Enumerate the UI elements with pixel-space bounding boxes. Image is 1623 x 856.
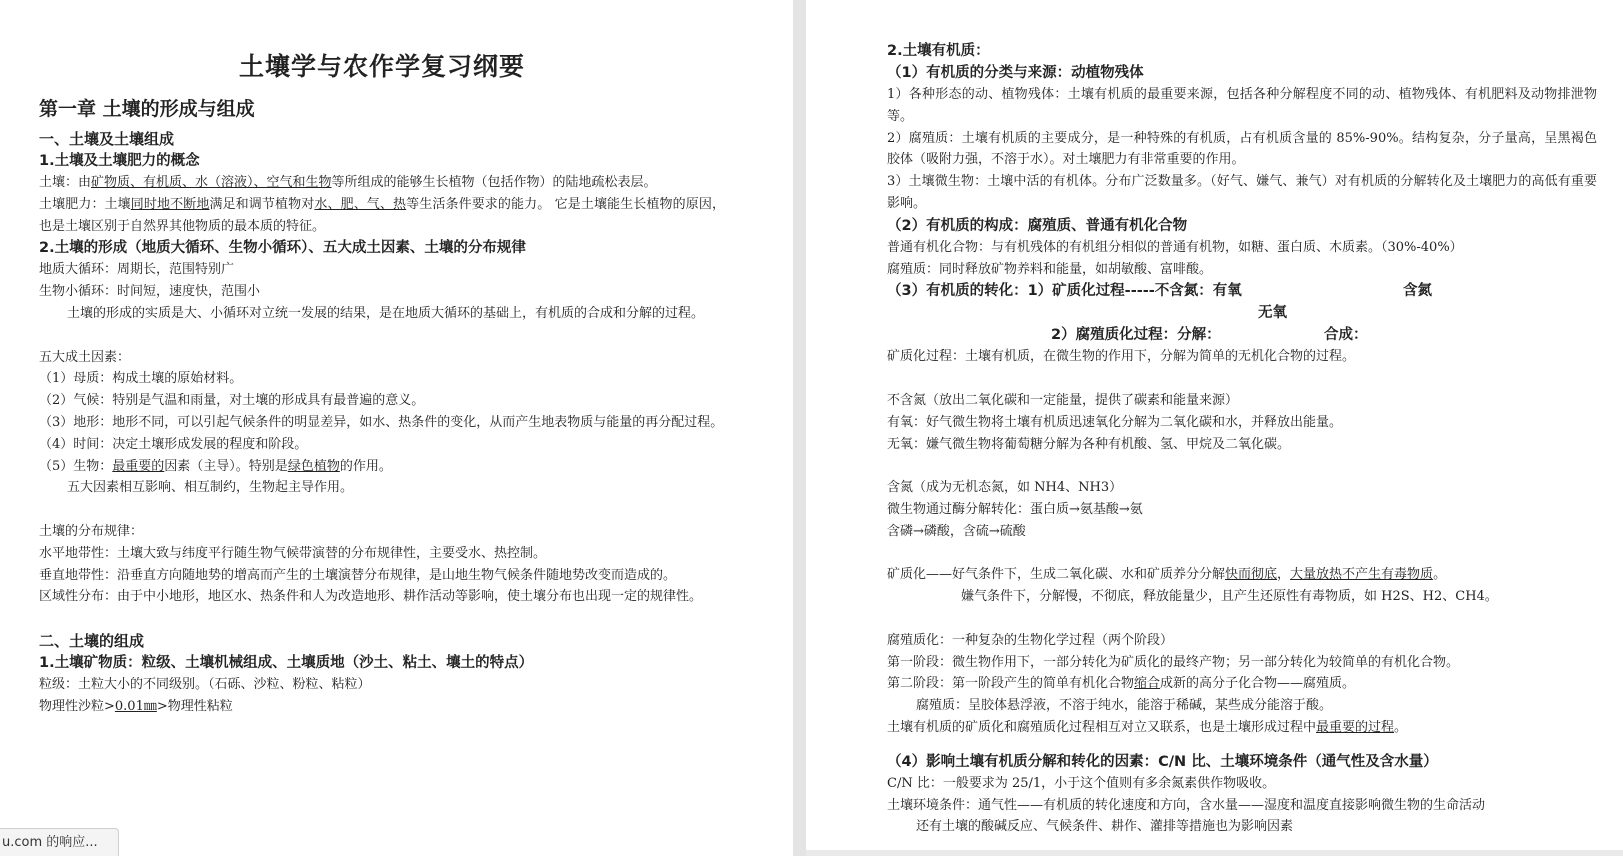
underlined-text: 缩合 [1134, 676, 1161, 692]
underlined-text: 最重要的 [112, 458, 165, 474]
paragraph: 1）各种形态的动、植物残体：土壤有机质的最重要来源，包括各种分解程度不同的动、植物残体、有机肥料及动物排泄物等。 [887, 87, 1597, 124]
section-heading: 二、土壤的组成 [39, 631, 145, 650]
underlined-text: 矿物质、有机质、水（溶液）、空气和生物 [91, 175, 332, 190]
text: （5）生物： [39, 458, 113, 474]
text: 土壤：由 [39, 175, 92, 190]
paragraph: 微生物通过酶分解转化：蛋白质→氨基酸→氨 [887, 501, 1143, 517]
document-page-left [0, 0, 793, 856]
text: 第二阶段：第一阶段产生的简单有机化合物 [887, 676, 1135, 692]
heading-text: 无氧 [1258, 305, 1287, 322]
text: 。 [1433, 567, 1447, 583]
text: 等生活条件要求的能力。 它是土壤能生长植物的原因，也是土壤区别于自然界其他物质的最本质的特征。 [39, 196, 725, 234]
paragraph: 还有土壤的酸碱反应、气候条件、耕作、灌排等措施也为影响因素 [916, 819, 1294, 835]
list-item: （1）母质：构成土壤的原始材料。 [39, 371, 243, 387]
subsection-heading: （1）有机质的分类与来源：动植物残体 [887, 65, 1144, 81]
paragraph: 土壤的形成的实质是大、小循环对立统一发展的结果，是在地质大循环的基础上，有机质的合成和分解的过程。 [67, 305, 705, 321]
paragraph: 水平地带性：土壤大致与纬度平行随生物气候带演替的分布规律性，主要受水、热控制。 [39, 545, 547, 561]
paragraph: 含磷→磷酸，含硫→硫酸 [887, 523, 1026, 539]
list-item [39, 456, 725, 478]
text: 因素（主导）。特别是 [164, 458, 288, 474]
paragraph: 有氧：好气微生物将土壤有机质迅速氧化分解为二氧化碳和水，并释放出能量。 [887, 414, 1343, 430]
paragraph: 粒级：土粒大小的不同级别。（石砾、沙粒、粉粒、粘粒） [39, 676, 371, 692]
heading-text: 2）腐殖质化过程：分解： [1051, 327, 1221, 344]
underlined-text: 绿色植物 [287, 458, 340, 474]
paragraph: 生物小循环：时间短，速度快，范围小 [39, 284, 261, 300]
page-bottom-edge [806, 850, 1623, 856]
paragraph: 含氮（成为无机态氮，如 NH4、NH3） [887, 480, 1123, 496]
paragraph [887, 564, 1597, 586]
paragraph [887, 717, 1597, 739]
blank-line [887, 368, 1597, 390]
blank-line [39, 608, 725, 630]
paragraph: 腐殖质：同时释放矿物养料和能量，如胡敏酸、富啡酸。 [887, 261, 1213, 277]
underlined-text: 快而彻底 [1225, 567, 1278, 583]
underlined-text: 最重要的过程 [1316, 719, 1395, 735]
section-heading: 2.土壤有机质： [887, 43, 990, 59]
paragraph: 第一阶段：微生物作用下，一部分转化为矿质化的最终产物；另一部分转化为较简单的有机化合物。 [887, 654, 1460, 670]
paragraph: 2）腐殖质：土壤有机质的主要成分，是一种特殊的有机质，占有机质含量的 85%-90%。结构复杂，分子量高，呈黑褐色胶体（吸附力强，不溶于水）。对土壤肥力有非常重要的作用。 [887, 130, 1597, 168]
text: 的作用。 [339, 458, 392, 474]
paragraph: 垂直地带性：沿垂直方向随地势的增高而产生的土壤演替分布规律，是山地生物气候条件随地势改变而造成的。 [39, 567, 677, 583]
paragraph: C/N 比：一般要求为 25/1，小于这个值则有多余氮素供作物吸收。 [887, 775, 1276, 791]
underlined-text: 大量放热不产生有毒物质 [1290, 567, 1434, 583]
underlined-text: 0.01㎜ [114, 698, 157, 714]
paragraph: 地质大循环：周期长，范围特别广 [39, 262, 235, 278]
text: 土壤肥力：土壤 [39, 196, 131, 212]
subsection-heading: 2.土壤的形成（地质大循环、生物小循环）、五大成土因素、土壤的分布规律 [39, 240, 526, 257]
heading-text: 合成： [1324, 327, 1368, 344]
heading-text: 含氮 [1403, 283, 1432, 300]
blank-line [887, 455, 1597, 477]
blank-line [39, 499, 725, 521]
document-title: 土壤学与农作学复习纲要 [238, 52, 525, 81]
paragraph: 普通有机化合物：与有机残体的有机组分相似的普通有机物，如糖、蛋白质、木质素。（30%-40%） [887, 239, 1463, 255]
browser-status-bar: u.com 的响应... [0, 828, 119, 856]
heading-text: （3）有机质的转化：1）矿质化过程-----不含氮：有氧 [887, 283, 1242, 300]
text: ， [1277, 567, 1291, 583]
text: 等所组成的能够生长植物（包括作物）的陆地疏松表层。 [331, 175, 657, 190]
subsection-heading-continued [887, 324, 1597, 346]
document-page-right [806, 0, 1623, 856]
text: 物理性沙粒> [39, 698, 115, 714]
list-item: （4）时间：决定土壤形成发展的程度和阶段。 [39, 436, 308, 452]
text: 满足和调节植物对 [209, 196, 315, 212]
paragraph [39, 696, 725, 718]
paragraph: 土壤环境条件：通气性——有机质的转化速度和方向，含水量——湿度和温度直接影响微生物的生命活动 [887, 797, 1486, 813]
text: >物理性粘粒 [156, 698, 233, 714]
paragraph: 不含氮（放出二氧化碳和一定能量，提供了碳素和能量来源） [887, 392, 1239, 408]
spacer [887, 739, 1597, 751]
list-item: （2）气候：特别是气温和雨量，对土壤的形成具有最普遍的意义。 [39, 393, 425, 409]
paragraph: 五大因素相互影响、相互制约，生物起主导作用。 [67, 480, 354, 496]
page-gutter [793, 0, 806, 856]
subsection-heading: 1.土壤矿物质：粒级、土壤机械组成、土壤质地（沙土、粘土、壤土的特点） [39, 654, 534, 671]
subsection-heading: （4）影响土壤有机质分解和转化的因素：C/N 比、土壤环境条件（通气性及含水量） [887, 753, 1438, 770]
paragraph: 腐殖质：呈胶体悬浮液，不溶于纯水，能溶于稀碱，某些成分能溶于酸。 [916, 698, 1333, 714]
subsection-heading: 1.土壤及土壤肥力的概念 [39, 153, 200, 169]
chapter-heading: 第一章 土壤的形成与组成 [39, 98, 255, 120]
text: 土壤有机质的矿质化和腐殖质化过程相互对立又联系，也是土壤形成过程中 [887, 719, 1317, 735]
paragraph [887, 673, 1597, 695]
subsection-heading-continued [887, 302, 1597, 324]
underlined-text: 水、肥、气、热 [314, 196, 407, 212]
text: 。 [1394, 719, 1408, 735]
paragraph: 区域性分布：由于中小地形，地区水、热条件和人为改造地形、耕作活动等影响，使土壤分布也出现一定的规律性。 [39, 589, 703, 605]
paragraph: 土壤的分布规律： [39, 523, 144, 539]
paragraph: 嫌气条件下，分解慢，不彻底，释放能量少，且产生还原性有毒物质，如 H2S、H2、CH4。 [961, 589, 1498, 605]
paragraph: 五大成土因素： [39, 349, 131, 365]
blank-line [887, 543, 1597, 565]
paragraph-soil-fertility [39, 194, 725, 238]
paragraph-soil-definition [39, 172, 725, 194]
text: 成新的高分子化合物——腐殖质。 [1160, 676, 1356, 692]
list-item: （3）地形：地形不同，可以引起气候条件的明显差异，如水、热条件的变化，从而产生地表物质与能量的再分配过程。 [39, 414, 724, 430]
subsection-heading: （2）有机质的构成：腐殖质、普通有机化合物 [887, 217, 1188, 234]
underlined-text: 同时地不断地 [130, 196, 210, 212]
paragraph: 矿质化过程：土壤有机质，在微生物的作用下，分解为简单的无机化合物的过程。 [887, 349, 1356, 365]
blank-line [887, 608, 1597, 630]
paragraph: 3）土壤微生物：土壤中活的有机体。分布广泛数量多。（好气、嫌气、兼气）对有机质的分解转化及土壤肥力的高低有重要影响。 [887, 174, 1597, 211]
subsection-heading [887, 280, 1597, 302]
paragraph: 腐殖质化：一种复杂的生物化学过程（两个阶段） [887, 632, 1174, 648]
blank-line [39, 325, 725, 347]
section-heading: 一、土壤及土壤组成 [39, 130, 175, 148]
paragraph: 无氧：嫌气微生物将葡萄糖分解为各种有机酸、氢、甲烷及二氧化碳。 [887, 436, 1291, 452]
text: 矿质化——好气条件下，生成二氧化碳、水和矿质养分分解 [887, 567, 1226, 583]
